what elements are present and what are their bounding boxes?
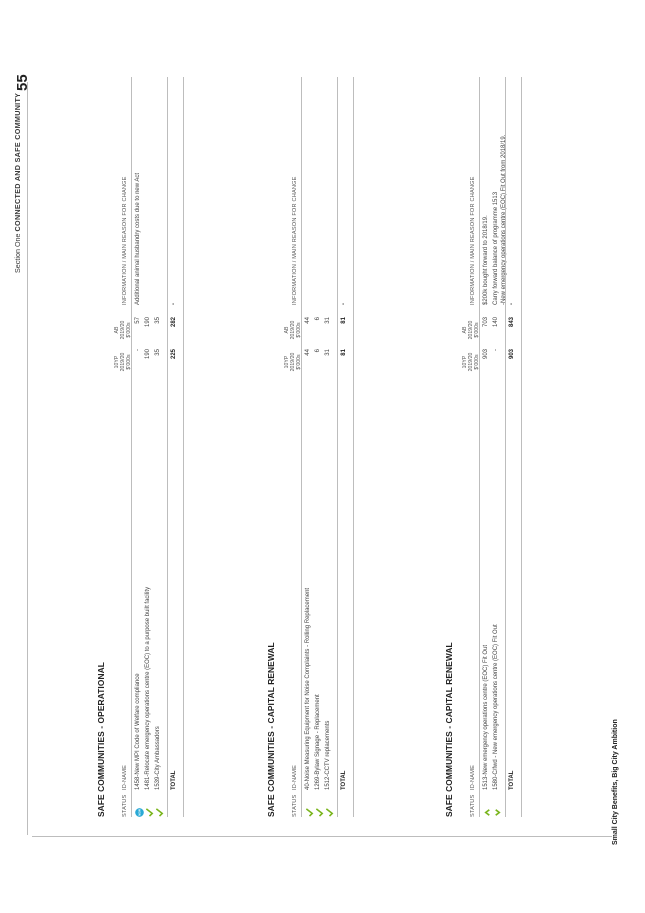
col-ab-line: AB (462, 326, 468, 334)
col-ltp-line: 10YP (114, 355, 120, 369)
col-status: STATUS (470, 794, 476, 817)
row-ltp: 31 (325, 349, 331, 356)
total-rule (167, 77, 168, 817)
col-status: STATUS (122, 794, 128, 817)
row-ab: 140 (493, 317, 499, 328)
col-ltp (462, 347, 480, 377)
row-info: Additional animal husbandry costs due to new Act (135, 172, 141, 305)
section-end-rule (353, 77, 354, 817)
col-ltp (114, 347, 132, 377)
row-ab: 31 (325, 317, 331, 324)
row-name: 40-Noise Measuring Equipment for Noise Complaints - Rolling Replacement (305, 587, 311, 790)
total-label: TOTAL (171, 770, 177, 790)
col-ab (114, 315, 132, 345)
col-info: INFORMATION / MAIN REASON FOR CHANGE (122, 176, 128, 305)
chevron-down-icon (493, 808, 502, 817)
section-title: SAFE COMMUNITIES - CAPITAL RENEWAL (444, 642, 454, 817)
col-ab (462, 315, 480, 345)
row-name: 1269-Bylaw Signage - Replacement (315, 694, 321, 790)
section-title: SAFE COMMUNITIES - OPERATIONAL (96, 662, 106, 817)
section-prefix: Section One (13, 233, 22, 273)
row-ltp: 44 (305, 349, 311, 356)
row-ab: 35 (155, 317, 161, 324)
table-rule (301, 77, 302, 817)
col-info: INFORMATION / MAIN REASON FOR CHANGE (470, 176, 476, 305)
total-ltp: 225 (171, 349, 177, 360)
row-info: -New emergency operations centre (EOC) Fit Out from 2018/19. (501, 134, 507, 305)
col-status: STATUS (292, 794, 298, 817)
row-ab: 703 (483, 317, 489, 328)
row-ltp: 6 (315, 349, 321, 353)
table-rule (479, 77, 480, 817)
row-ltp: - (493, 349, 499, 351)
col-ltp (284, 347, 302, 377)
col-ab-line: $'000s (296, 322, 302, 338)
col-ab-line: 2019/20 (290, 320, 296, 340)
col-ltp-line: 10YP (284, 355, 290, 369)
total-info: - (341, 303, 347, 305)
total-label: TOTAL (509, 770, 515, 790)
col-ab-line: AB (284, 326, 290, 334)
check-icon (155, 808, 164, 817)
col-ab-line: $'000s (126, 322, 132, 338)
check-icon (325, 808, 334, 817)
row-info: $200k bought forward to 2018/19. (483, 215, 489, 305)
row-name: 1580-C/fwd - New emergency operations centre (EOC) Fit Out (493, 624, 499, 790)
chevron-up-icon (483, 808, 492, 817)
total-ab: 282 (171, 317, 177, 328)
row-name: 1458-New MPI Code of Welfare compliance (135, 673, 141, 790)
row-name: 1513-New emergency operations centre (EOC) Fit Out (483, 644, 489, 790)
row-ab: 190 (145, 317, 151, 328)
col-ltp-line: 2019/20 (290, 352, 296, 372)
row-name: 1539-City Ambassadors (155, 726, 161, 790)
total-ltp: 903 (509, 349, 515, 360)
row-ltp: 903 (483, 349, 489, 360)
row-ab: 44 (305, 317, 311, 324)
section-header (13, 93, 22, 273)
col-ab-line: 2019/20 (120, 320, 126, 340)
col-ltp-line: 2019/20 (120, 352, 126, 372)
check-icon (145, 808, 154, 817)
total-rule (505, 77, 506, 817)
total-ltp: 81 (341, 349, 347, 356)
row-ltp: 35 (155, 349, 161, 356)
col-ab-line: 2019/20 (468, 320, 474, 340)
col-id-name: ID-NAME (470, 764, 476, 790)
footer-left-rule (32, 836, 612, 837)
check-icon (315, 808, 324, 817)
header-rule (27, 82, 28, 835)
total-ab: 843 (509, 317, 515, 328)
total-rule (337, 77, 338, 817)
col-ab (284, 315, 302, 345)
total-info: - (509, 303, 515, 305)
col-ltp-line: $'000s (126, 354, 132, 370)
section-name: CONNECTED AND SAFE COMMUNITY (13, 92, 22, 232)
row-ltp: - (135, 349, 141, 351)
footer-tagline: Small City Benefits, Big City Ambition (612, 719, 619, 845)
total-ab: 81 (341, 317, 347, 324)
row-info: Carry forward balance of programme 1513 (493, 191, 499, 305)
section-end-rule (521, 77, 522, 817)
total-info: - (171, 303, 177, 305)
col-ltp-line: $'000s (474, 354, 480, 370)
col-info: INFORMATION / MAIN REASON FOR CHANGE (292, 176, 298, 305)
total-label: TOTAL (341, 770, 347, 790)
table-rule (131, 77, 132, 817)
col-id-name: ID-NAME (292, 764, 298, 790)
col-ab-line: $'000s (474, 322, 480, 338)
row-name: 1481-Relocate emergency operations centre (EOC) to a purpose built facility (145, 586, 151, 790)
col-ltp-line: 10YP (462, 355, 468, 369)
row-ab: 57 (135, 317, 141, 324)
new-badge-icon (135, 808, 144, 817)
row-ab: 6 (315, 317, 321, 321)
col-ab-line: AB (114, 326, 120, 334)
svg-text:NEW: NEW (137, 809, 142, 816)
section-end-rule (183, 77, 184, 817)
col-ltp-line: 2019/20 (468, 352, 474, 372)
col-ltp-line: $'000s (296, 354, 302, 370)
check-icon (305, 808, 314, 817)
section-title: SAFE COMMUNITIES - CAPITAL RENEWAL (266, 642, 276, 817)
row-name: 1512-CCTV replacements (325, 720, 331, 790)
col-id-name: ID-NAME (122, 764, 128, 790)
page-number: 55 (14, 74, 31, 91)
row-ltp: 190 (145, 349, 151, 360)
